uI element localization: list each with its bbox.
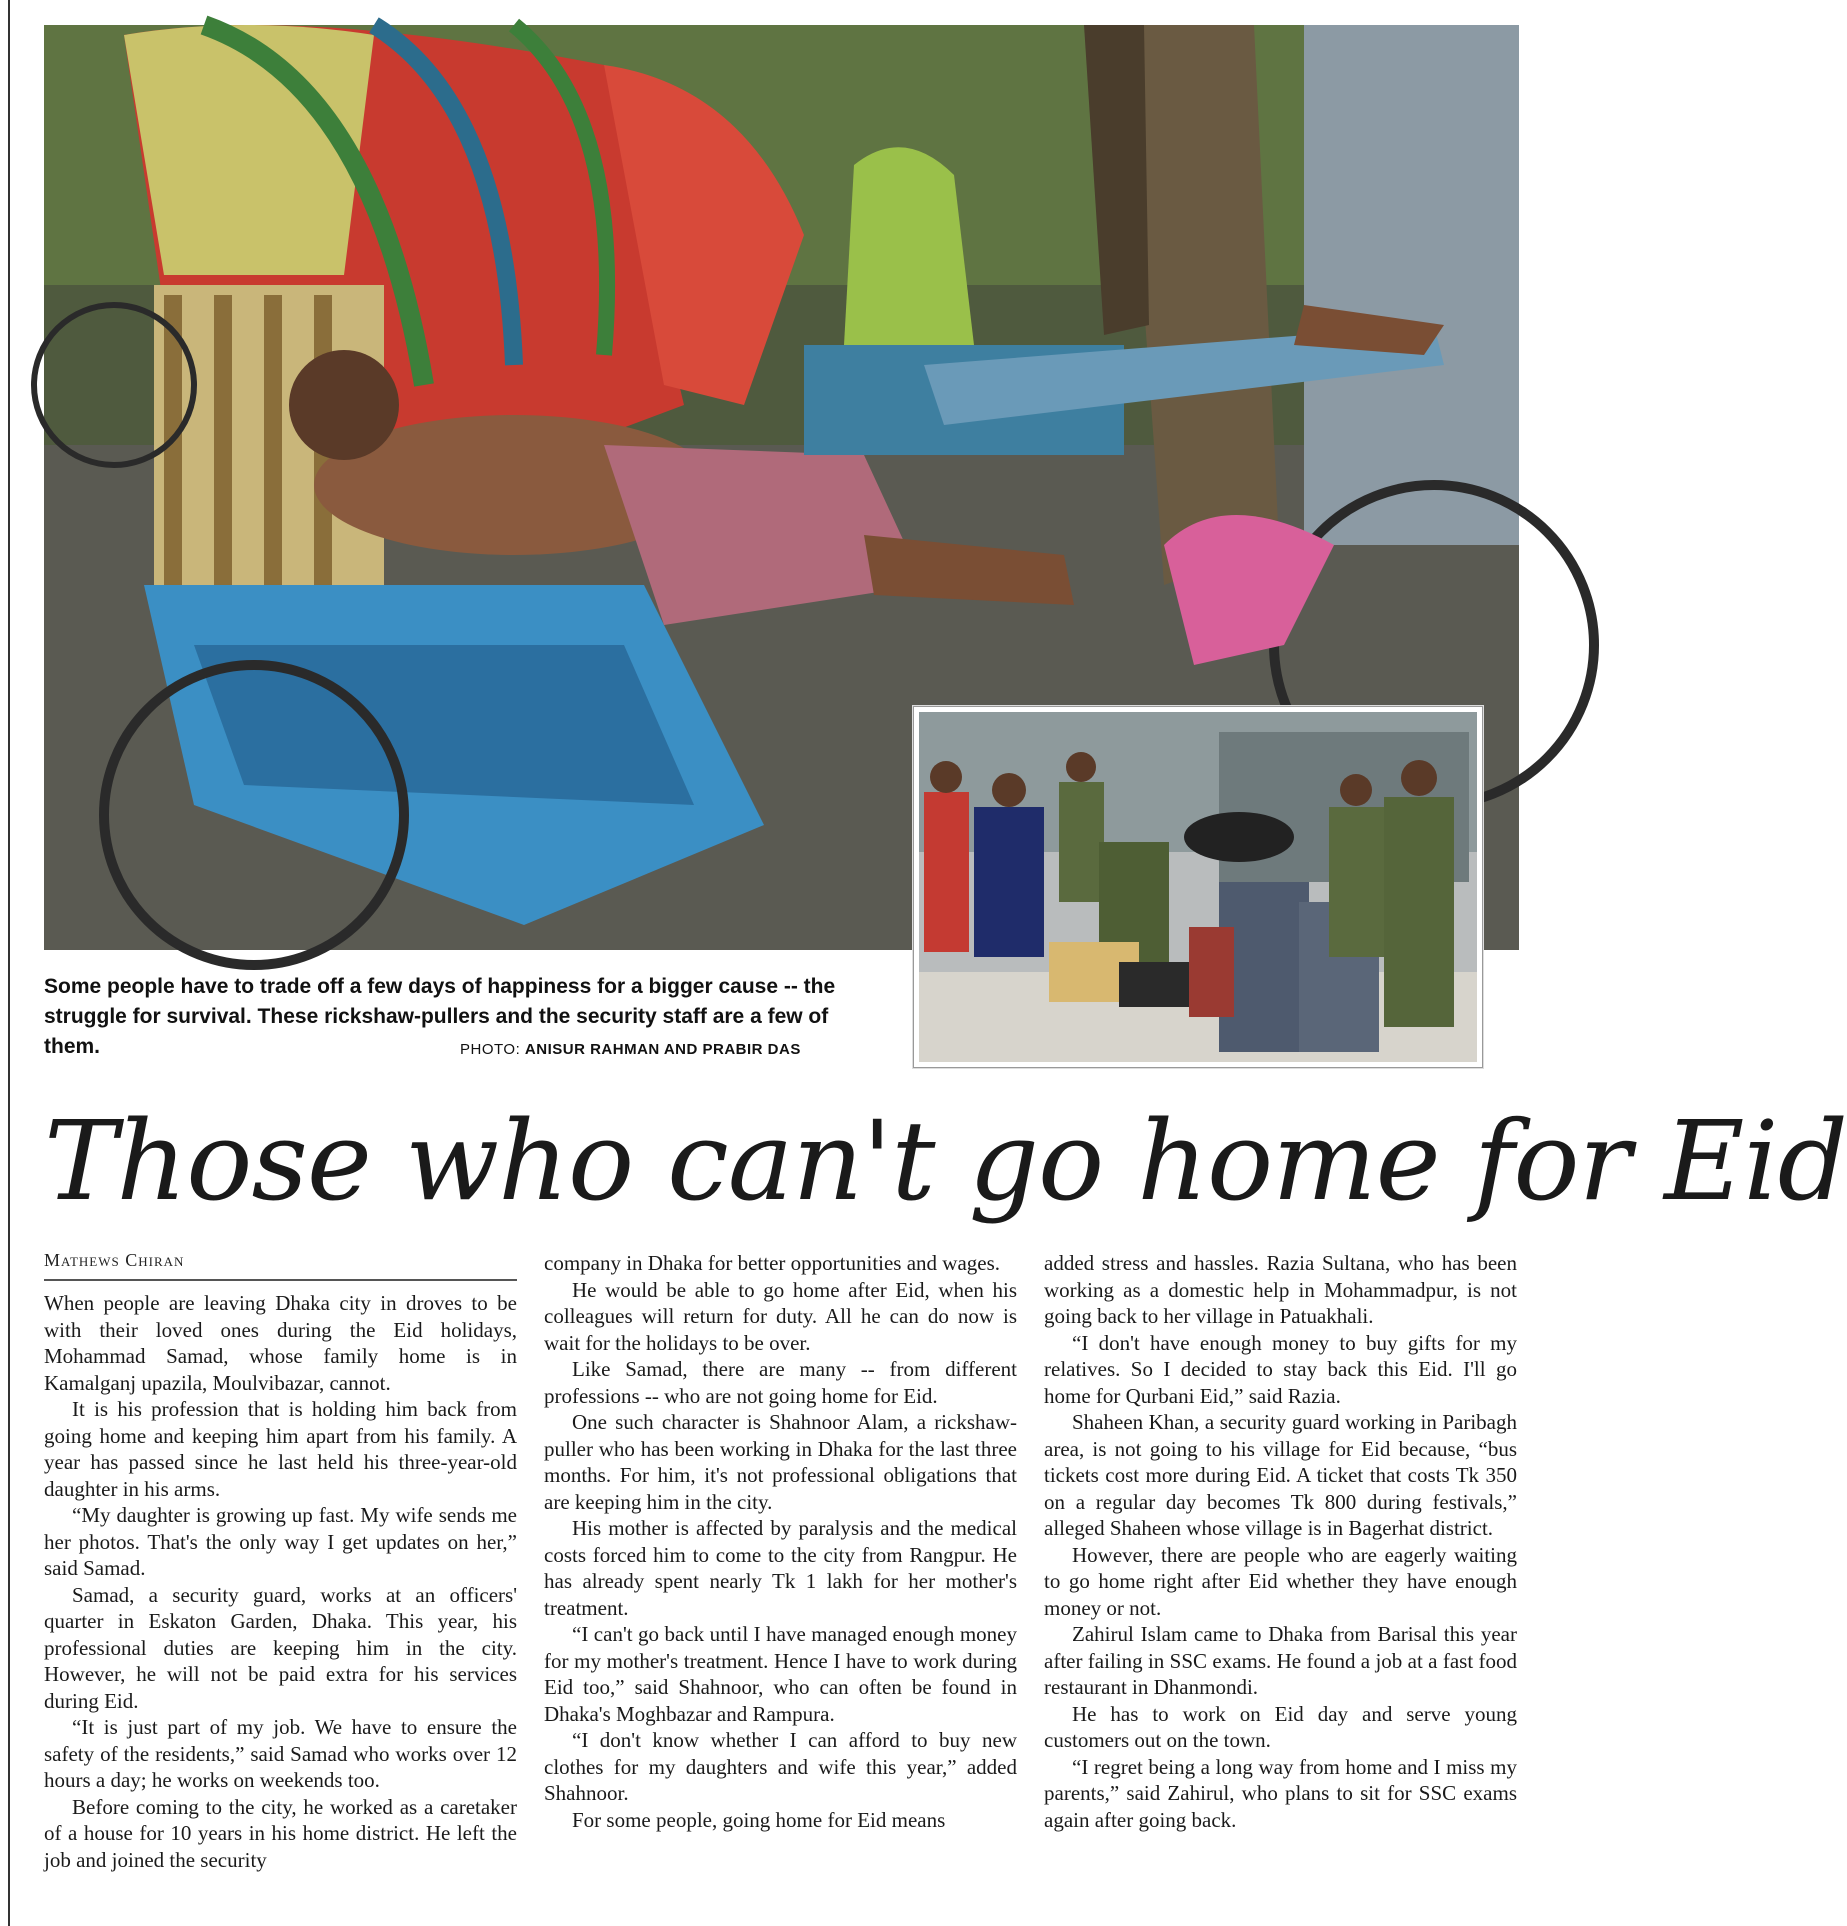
photo-credit-label: PHOTO:	[460, 1041, 525, 1058]
paragraph: “I can't go back until I have managed enough money for my mother's treatment. Hence I have to work during Eid too,” said Shahnoor, who can often be found in Dhaka's Moghbazar and Rampura.	[544, 1622, 1017, 1726]
paragraph: added stress and hassles. Razia Sultana, who has been working as a domestic help in Mohammadpur, is not going back to her village in Patuakhali.	[1044, 1251, 1517, 1328]
article-column-2	[544, 1250, 1017, 1833]
paragraph: However, there are people who are eagerly waiting to go home right after Eid whether they have enough money or not.	[1044, 1542, 1517, 1620]
page-edge-rule	[8, 0, 10, 1926]
photo-caption: Some people have to trade off a few days of happiness for a bigger cause -- the struggle for survival. These rickshaw-pullers and the security staff are a few of them.	[44, 975, 836, 1058]
paragraph: “I don't have enough money to buy gifts for my relatives. So I decided to stay back this Eid. I'll go home for Qurbani Eid,” said Razia.	[1044, 1330, 1517, 1408]
paragraph: Before coming to the city, he worked as a caretaker of a house for 10 years in his home district. He left the job and joined the security	[44, 1794, 517, 1872]
photo-credit	[460, 1041, 801, 1058]
paragraph: He has to work on Eid day and serve young customers out on the town.	[1044, 1701, 1517, 1752]
paragraph: For some people, going home for Eid means	[572, 1807, 946, 1832]
article-headline: Those who can't go home for Eid	[44, 1097, 1847, 1225]
paragraph: He would be able to go home after Eid, when his colleagues will return for duty. All he can do now is wait for the holidays to be over.	[544, 1277, 1017, 1355]
paragraph: Zahirul Islam came to Dhaka from Barisal this year after failing in SSC exams. He found a job at a fast food restaurant in Dhanmondi.	[1044, 1622, 1517, 1699]
article-column-3	[1044, 1250, 1517, 1833]
paragraph: When people are leaving Dhaka city in droves to be with their loved ones during the Eid holidays, Mohammad Samad, whose family home is in Kamalganj upazila, Moulvibazar, cannot.	[44, 1291, 517, 1395]
paragraph: His mother is affected by paralysis and the medical costs forced him to come to the city from Rangpur. He has already spent nearly Tk 1 lakh for her mother's treatment.	[544, 1516, 1017, 1620]
article-column-1	[44, 1290, 517, 1873]
paragraph: Like Samad, there are many -- from different professions -- who are not going home for Eid.	[544, 1357, 1017, 1408]
paragraph: “I regret being a long way from home and I miss my parents,” said Zahirul, who plans to sit for SSC exams again after going back.	[1044, 1754, 1517, 1832]
photo-credit-names: ANISUR RAHMAN AND PRABIR DAS	[524, 1041, 801, 1058]
inset-photo	[913, 706, 1483, 1068]
byline: Mathews Chiran	[44, 1250, 517, 1281]
paragraph: “I don't know whether I can afford to buy new clothes for my daughters and wife this year,” added Shahnoor.	[544, 1728, 1017, 1805]
paragraph: “My daughter is growing up fast. My wife sends me her photos. That's the only way I get updates on her,” said Samad.	[44, 1503, 517, 1580]
paragraph: It is his profession that is holding him back from going home and keeping him apart from his family. A year has passed since he last held his three-year-old daughter in his arms.	[44, 1397, 517, 1501]
paragraph: company in Dhaka for better opportunities and wages.	[544, 1251, 1001, 1275]
paragraph: Shaheen Khan, a security guard working in Paribagh area, is not going to his village for Eid because, “bus tickets cost more during Eid. A ticket that costs Tk 350 on a regular day becomes Tk 800 during festivals,” alleged Shaheen whose village is in Bagerhat district.	[1044, 1410, 1517, 1540]
paragraph: Samad, a security guard, works at an officers' quarter in Eskaton Garden, Dhaka. This year, his professional duties are keeping him in the city. However, he will not be paid extra for his services during Eid.	[44, 1582, 517, 1713]
paragraph: “It is just part of my job. We have to ensure the safety of the residents,” said Samad who works over 12 hours a day; he works on weekends too.	[44, 1715, 517, 1792]
paragraph: One such character is Shahnoor Alam, a rickshaw-puller who has been working in Dhaka for the last three months. For him, it's not professional obligations that are keeping him in the city.	[544, 1410, 1017, 1514]
security-staff-photo-illustration	[919, 712, 1477, 1062]
